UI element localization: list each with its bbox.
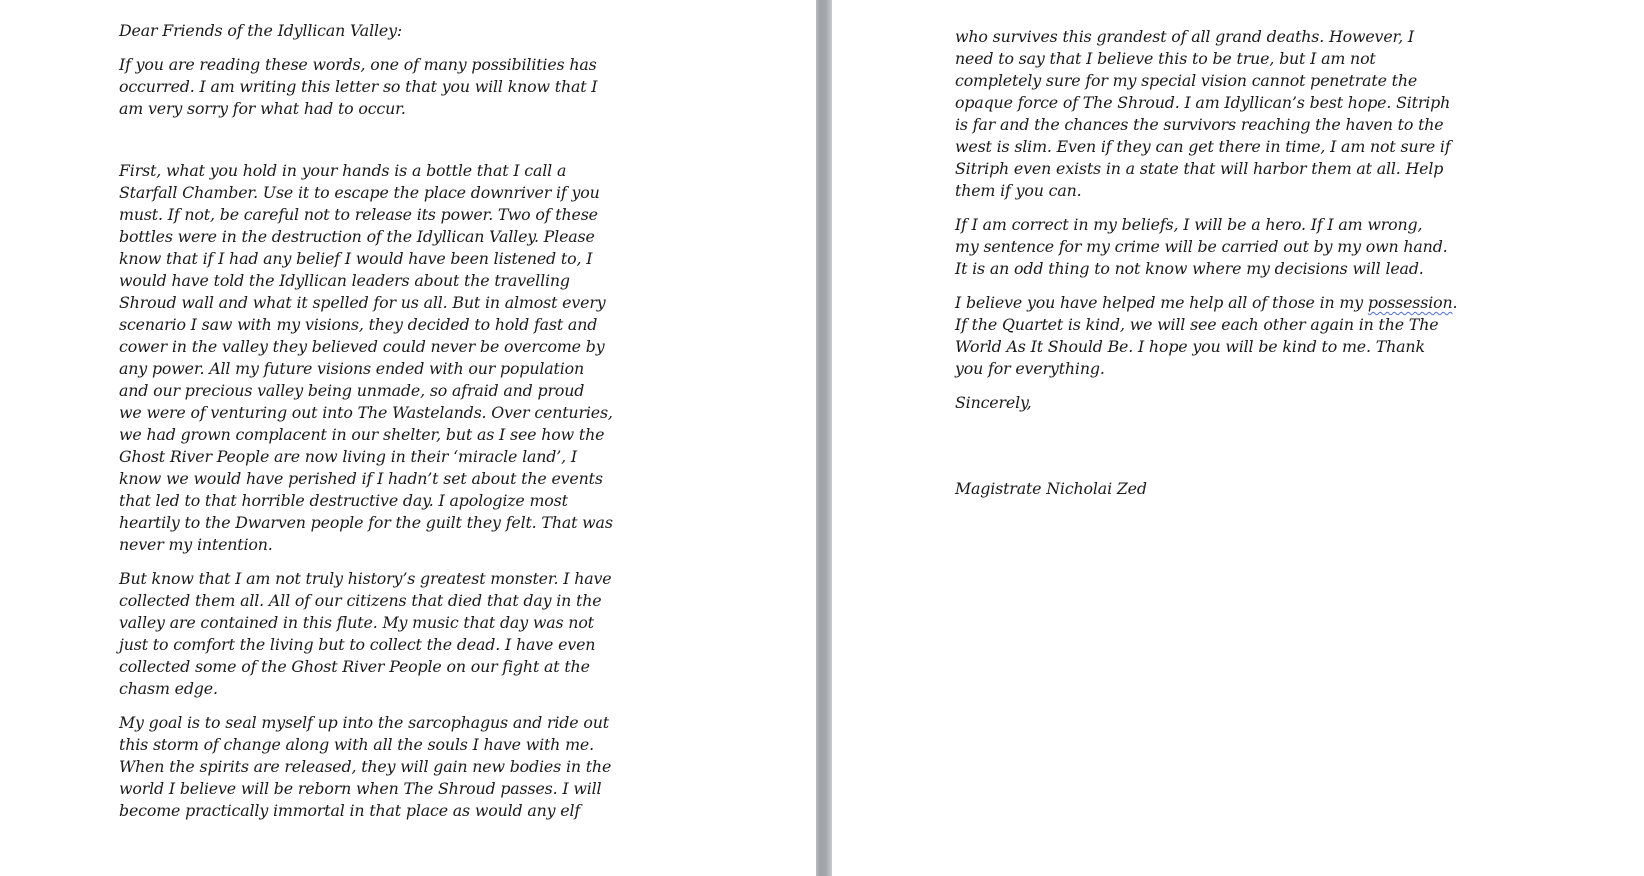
text-line: occurred. I am writing this letter so that you will know that I (119, 77, 598, 96)
text-line: is far and the chances the survivors reaching the haven to the (955, 115, 1444, 134)
text-line: opaque force of The Shroud. I am Idyllican’s best hope. Sitriph (955, 93, 1451, 112)
text-line: But know that I am not truly history’s greatest monster. I have (119, 569, 612, 588)
text-line: my sentence for my crime will be carried out by my own hand. (955, 237, 1448, 256)
text-line: World As It Should Be. I hope you will be kind to me. Thank (955, 337, 1425, 356)
text-line: any power. All my future visions ended with our population (119, 359, 585, 378)
text-line: become practically immortal in that place as would any elf (119, 801, 581, 820)
page-gutter (816, 0, 832, 876)
text-line: Shroud wall and what it spelled for us all. But in almost every (119, 293, 606, 312)
text-line: must. If not, be careful not to release its power. Two of these (119, 205, 598, 224)
text-line: never my intention. (119, 535, 273, 554)
text-line: know we would have perished if I hadn’t set about the events (119, 469, 603, 488)
text-line: am very sorry for what had to occur. (119, 99, 406, 118)
closing: Sincerely, (955, 393, 1032, 412)
text-line: Starfall Chamber. Use it to escape the place downriver if you (119, 183, 600, 202)
text-line: scenario I saw with my visions, they decided to hold fast and (119, 315, 598, 334)
text-line: would have told the Idyllican leaders about the travelling (119, 271, 570, 290)
spelling-flag-word[interactable]: possession (1367, 293, 1453, 312)
text-line: Sitriph even exists in a state that will harbor them at all. Help (955, 159, 1444, 178)
text-line: It is an odd thing to not know where my decisions will lead. (955, 259, 1424, 278)
text-line: we had grown complacent in our shelter, but as I see how the (119, 425, 605, 444)
text-line: them if you can. (955, 181, 1082, 200)
text-line: Ghost River People are now living in their ‘miracle land’, I (119, 447, 577, 466)
text-line: know that if I had any belief I would have been listened to, I (119, 249, 593, 268)
text-fragment: . (1452, 293, 1458, 312)
text-line: valley are contained in this flute. My music that day was not (119, 613, 594, 632)
text-line: collected some of the Ghost River People on our fight at the (119, 657, 590, 676)
text-line: that led to that horrible destructive day. I apologize most (119, 491, 568, 510)
page-right-text (955, 26, 1555, 500)
text-line: bottles were in the destruction of the Idyllican Valley. Please (119, 227, 595, 246)
text-line: My goal is to seal myself up into the sarcophagus and ride out (119, 713, 609, 732)
text-line: First, what you hold in your hands is a bottle that I call a (119, 161, 567, 180)
text-line: completely sure for my special vision cannot penetrate the (955, 71, 1418, 90)
text-line: cower in the valley they believed could never be overcome by (119, 337, 605, 356)
text-line: chasm edge. (119, 679, 218, 698)
text-line: who survives this grandest of all grand deaths. However, I (955, 27, 1415, 46)
text-line: If I am correct in my beliefs, I will be a hero. If I am wrong, (955, 215, 1423, 234)
text-line: world I believe will be reborn when The Shroud passes. I will (119, 779, 602, 798)
text-line: west is slim. Even if they can get there in time, I am not sure if (955, 137, 1451, 156)
text-line (955, 292, 1555, 314)
text-line: If you are reading these words, one of many possibilities has (119, 55, 597, 74)
page-left (0, 0, 816, 876)
text-line: When the spirits are released, they will gain new bodies in the (119, 757, 612, 776)
text-line: heartily to the Dwarven people for the guilt they felt. That was (119, 513, 613, 532)
signature: Magistrate Nicholai Zed (955, 479, 1147, 498)
text-line: and our precious valley being unmade, so afraid and proud (119, 381, 585, 400)
text-line: this storm of change along with all the souls I have with me. (119, 735, 594, 754)
text-fragment: I believe you have helped me help all of those in my (955, 293, 1368, 312)
text-line: If the Quartet is kind, we will see each other again in the The (955, 315, 1439, 334)
text-line: need to say that I believe this to be true, but I am not (955, 49, 1376, 68)
text-line: you for everything. (955, 359, 1105, 378)
page-left-text (119, 20, 709, 822)
page-right (832, 0, 1644, 876)
text-line: collected them all. All of our citizens that died that day in the (119, 591, 602, 610)
text-line: just to comfort the living but to collect the dead. I have even (119, 635, 596, 654)
text-line: we were of venturing out into The Wastelands. Over centuries, (119, 403, 613, 422)
salutation: Dear Friends of the Idyllican Valley: (119, 21, 403, 40)
